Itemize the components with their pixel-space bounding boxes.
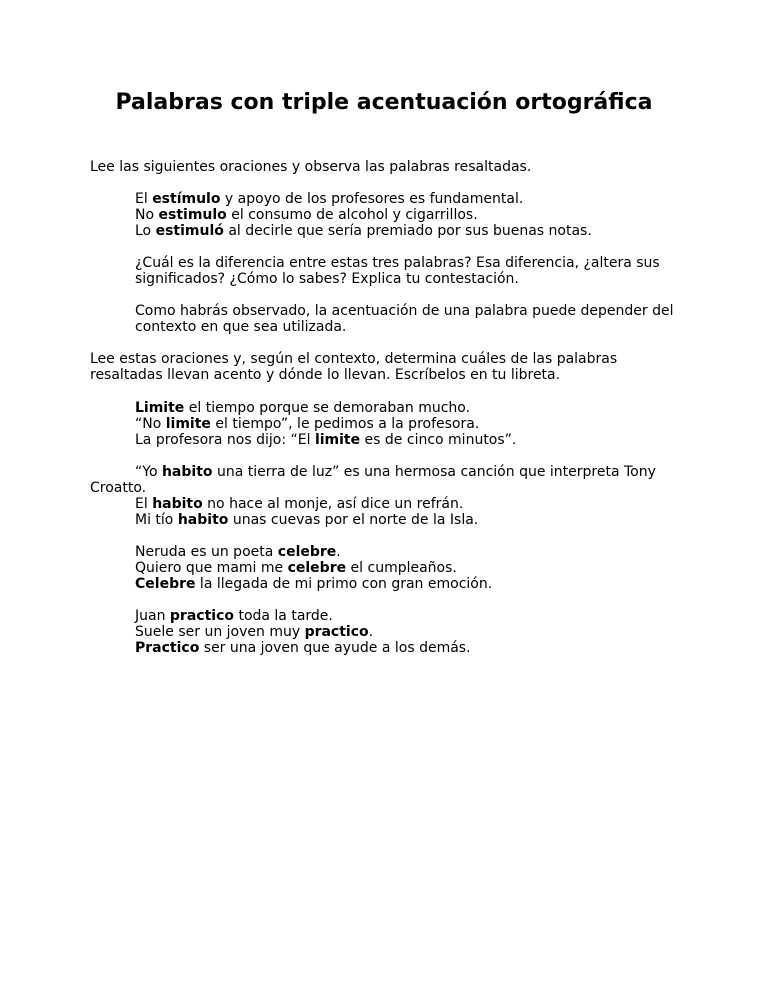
sentence-line: Juan practico toda la tarde.	[135, 608, 333, 624]
instruction-paragraph: Lee estas oraciones y, según el contexto, determina cuáles de las palabras resaltadas llevan acento y dónde lo llevan. Escríbelos en tu libreta.	[90, 351, 618, 383]
highlighted-word: estimulo	[158, 207, 227, 223]
highlighted-word: practico	[169, 608, 234, 624]
highlighted-word: habito	[161, 464, 213, 480]
sentence-line: “Yo habito una tierra de luz” es una hermosa canción que interpreta Tony Croatto.	[90, 464, 656, 496]
question-paragraph: ¿Cuál es la diferencia entre estas tres palabras? Esa diferencia, ¿altera sus significados? ¿Cómo lo sabes? Explica tu contestación.	[135, 255, 660, 287]
example-estimulo	[135, 191, 680, 239]
sentence-line: Celebre la llegada de mi primo con gran emoción.	[135, 576, 493, 592]
highlighted-word: estímulo	[152, 191, 221, 207]
group-celebre	[135, 544, 680, 592]
highlighted-word: Celebre	[135, 576, 196, 592]
page-title: Palabras con triple acentuación ortográfica	[115, 90, 653, 115]
sentence-line: Suele ser un joven muy practico.	[135, 624, 374, 640]
example-line: Lo estimuló al decirle que sería premiado por sus buenas notas.	[135, 223, 592, 239]
sentence-line: Practico ser una joven que ayude a los demás.	[135, 640, 471, 656]
observation-paragraph: Como habrás observado, la acentuación de una palabra puede depender del contexto en que sea utilizada.	[135, 303, 674, 335]
highlighted-word: celebre	[287, 560, 347, 576]
intro-paragraph: Lee las siguientes oraciones y observa las palabras resaltadas.	[90, 159, 532, 175]
sentence-line: Mi tío habito unas cuevas por el norte de la Isla.	[135, 512, 479, 528]
highlighted-word: estimuló	[155, 223, 224, 239]
highlighted-word: limite	[314, 432, 361, 448]
sentence-line: Quiero que mami me celebre el cumpleaños.	[135, 560, 457, 576]
highlighted-word: habito	[152, 496, 203, 512]
sentence-line: “No limite el tiempo”, le pedimos a la profesora.	[135, 416, 480, 432]
highlighted-word: limite	[165, 416, 211, 432]
group-limite	[135, 400, 680, 448]
highlighted-word: celebre	[277, 544, 337, 560]
highlighted-word: Practico	[135, 640, 200, 656]
group-practico	[135, 608, 680, 656]
sentence-line: El habito no hace al monje, así dice un refrán.	[135, 496, 464, 512]
example-line: No estimulo el consumo de alcohol y cigarrillos.	[135, 207, 478, 223]
sentence-line: Neruda es un poeta celebre.	[135, 544, 341, 560]
sentence-line: La profesora nos dijo: “El limite es de cinco minutos”.	[135, 432, 517, 448]
highlighted-word: Limite	[135, 400, 185, 416]
group-habito	[90, 464, 680, 528]
highlighted-word: habito	[177, 512, 229, 528]
example-line: El estímulo y apoyo de los profesores es fundamental.	[135, 191, 524, 207]
highlighted-word: practico	[304, 624, 369, 640]
sentence-line: Limite el tiempo porque se demoraban mucho.	[135, 400, 471, 416]
